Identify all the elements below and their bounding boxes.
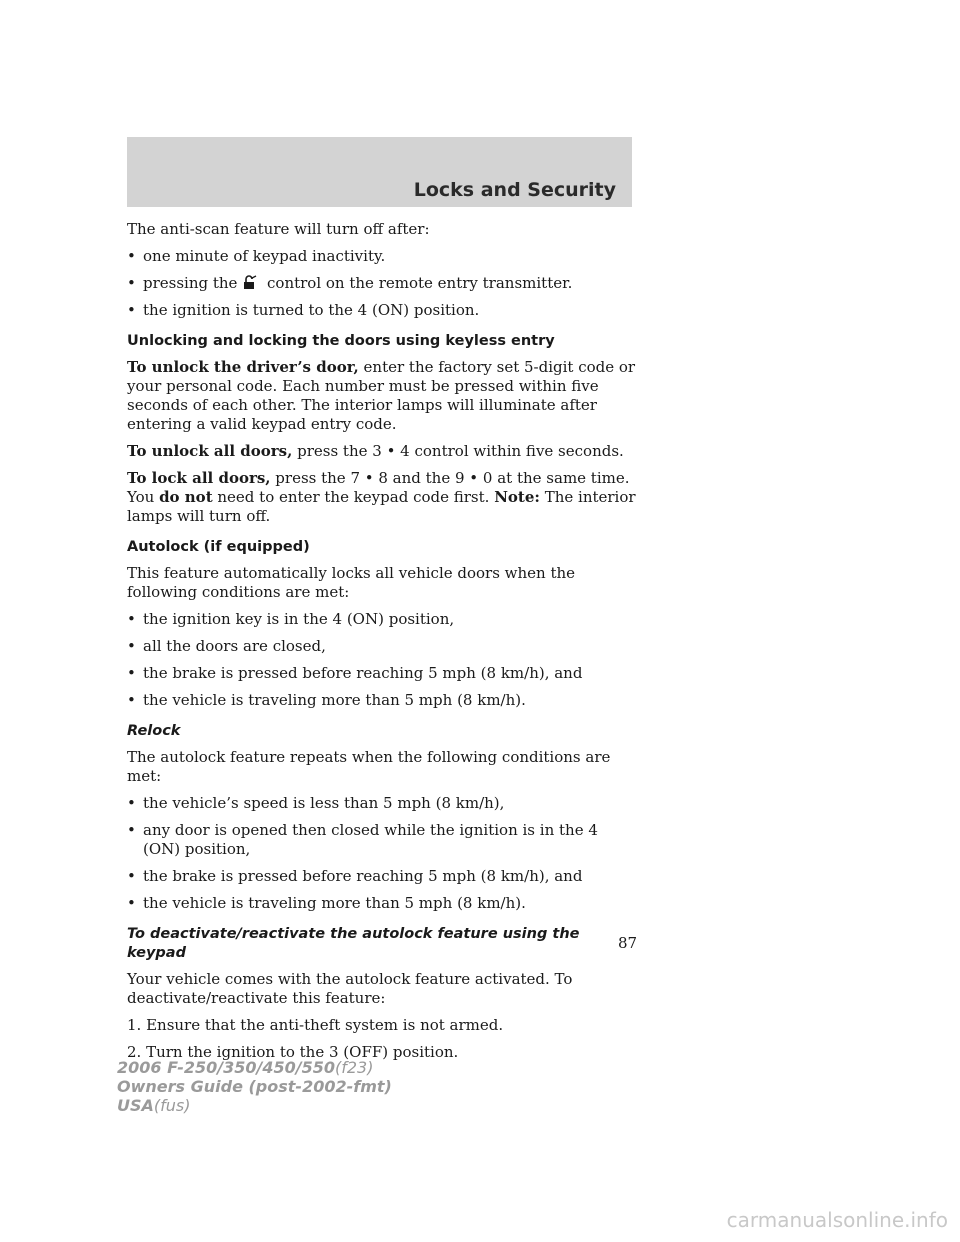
footer-line-2: Owners Guide (post-2002-fmt)	[117, 1077, 392, 1096]
footer-model-code: (f23)	[335, 1058, 374, 1077]
body-text: need to enter the keypad code first.	[212, 488, 495, 506]
list-item	[127, 691, 637, 710]
list-item	[127, 794, 637, 813]
list-item	[127, 247, 637, 266]
bullet-mark: •	[127, 301, 136, 319]
section-heading-autolock: Autolock (if equipped)	[127, 539, 310, 555]
unlock-icon	[243, 275, 259, 289]
relock-intro: The autolock feature repeats when the following conditions are met:	[127, 748, 611, 785]
deactivate-intro: Your vehicle comes with the autolock feature activated. To deactivate/reactivate this feature:	[127, 970, 573, 1007]
list-item	[127, 894, 637, 913]
list-item-text: all the doors are closed,	[143, 637, 326, 655]
list-item	[127, 867, 637, 886]
bullet-mark: •	[127, 691, 136, 709]
antiscan-intro: The anti-scan feature will turn off after:	[127, 220, 430, 238]
list-item-text: the brake is pressed before reaching 5 mph (8 km/h), and	[143, 867, 583, 885]
paragraph-unlock-all	[127, 442, 637, 461]
section-title: Locks and Security	[413, 179, 616, 201]
section-header-band	[127, 137, 632, 207]
body-text: The interior lamps will turn off.	[127, 488, 636, 525]
list-item-text-start: pressing the	[143, 274, 238, 292]
footer-market: USA	[117, 1096, 154, 1115]
lead-text: To lock all doors,	[127, 469, 271, 487]
bullet-mark: •	[127, 894, 136, 912]
body-text: press the 7 • 8 and the 9 • 0 at the same time. You	[127, 469, 630, 506]
paragraph-unlock-driver	[127, 358, 637, 434]
body-text: enter the factory set 5-digit code or your personal code. Each number must be pressed within five seconds of each other. The interior lamps will illuminate after entering a valid keypad entry code.	[127, 358, 636, 433]
list-item-text: the ignition is turned to the 4 (ON) position.	[143, 301, 480, 319]
list-item-text: the ignition key is in the 4 (ON) position,	[143, 610, 455, 628]
footer-market-code: (fus)	[153, 1096, 191, 1115]
list-item	[127, 274, 637, 293]
bullet-mark: •	[127, 664, 136, 682]
list-item	[127, 301, 637, 320]
list-item-text: the brake is pressed before reaching 5 mph (8 km/h), and	[143, 664, 583, 682]
list-item-text: the vehicle’s speed is less than 5 mph (8 km/h),	[143, 794, 505, 812]
watermark: carmanualsonline.info	[726, 1208, 948, 1232]
list-item	[127, 821, 637, 859]
bullet-mark: •	[127, 610, 136, 628]
list-item-text: any door is opened then closed while the ignition is in the 4 (ON) position,	[143, 821, 598, 858]
list-item-text-end: control on the remote entry transmitter.	[267, 274, 573, 292]
footer-line-3	[117, 1096, 392, 1115]
page-content	[127, 220, 637, 1070]
bullet-mark: •	[127, 867, 136, 885]
list-item	[127, 637, 637, 656]
autolock-intro: This feature automatically locks all vehicle doors when the following conditions are met:	[127, 564, 576, 601]
footer-line-1	[117, 1058, 392, 1077]
list-item	[127, 664, 637, 683]
section-heading-deactivate: To deactivate/reactivate the autolock feature using the keypad	[127, 926, 580, 961]
note-label: Note:	[494, 488, 540, 506]
body-text: press the 3 • 4 control within five seconds.	[292, 442, 624, 460]
section-heading-relock: Relock	[127, 723, 181, 739]
page-number: 87	[618, 934, 638, 952]
list-item-text: the vehicle is traveling more than 5 mph (8 km/h).	[143, 894, 526, 912]
list-item	[127, 610, 637, 629]
emphasis-text: do not	[159, 488, 213, 506]
bullet-mark: •	[127, 794, 136, 812]
lead-text: To unlock all doors,	[127, 442, 293, 460]
paragraph-lock-all	[127, 469, 637, 526]
bullet-mark: •	[127, 637, 136, 655]
bullet-mark: •	[127, 274, 136, 292]
list-item-text: the vehicle is traveling more than 5 mph (8 km/h).	[143, 691, 526, 709]
step-item: 2. Turn the ignition to the 3 (OFF) position.	[127, 1043, 459, 1061]
bullet-mark: •	[127, 247, 136, 265]
list-item-text: one minute of keypad inactivity.	[143, 247, 386, 265]
lead-text: To unlock the driver’s door,	[127, 358, 359, 376]
bullet-mark: •	[127, 821, 136, 839]
footer-model: 2006 F-250/350/450/550	[117, 1058, 335, 1077]
document-footer	[117, 1058, 392, 1115]
section-heading-keyless: Unlocking and locking the doors using keyless entry	[127, 333, 555, 349]
step-item: 1. Ensure that the anti-theft system is not armed.	[127, 1016, 504, 1034]
